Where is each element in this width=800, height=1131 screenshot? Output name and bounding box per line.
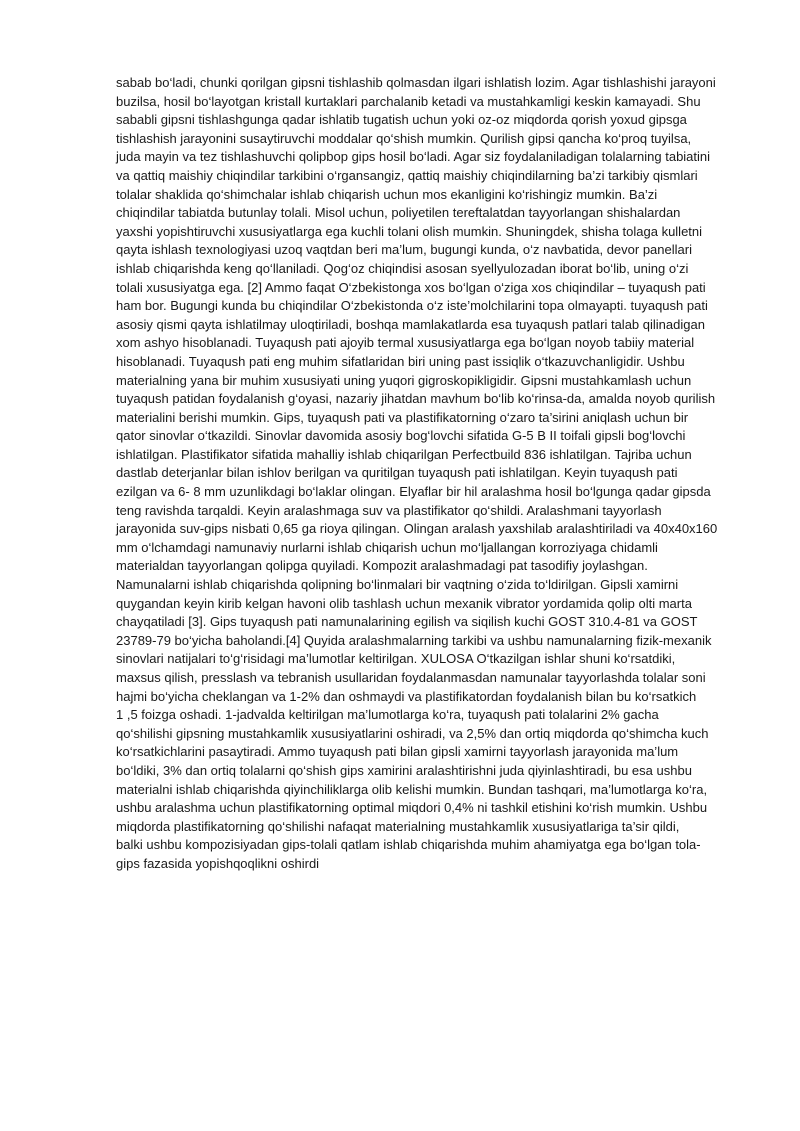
body-paragraph: sabab bo‘ladi, chunki qorilgan gipsni tishlashib qolmasdan ilgari ishlatish lozim. Agar tishlashishi jarayoni buzilsa, hosil bo‘layotgan kristall kurtaklari parchalanib ketadi va mustahkamligi keskin kamayadi. Shu sababli gipsni tishlashgunga qadar ishlatib tugatish uchun yoki oz-oz miqdorda qorish yoxud gipsga tishlashish jarayonini susaytiruvchi moddalar qo‘shish mumkin. Qurilish gipsi qancha ko‘proq tuyilsa, juda mayin va tez tishlashuvchi qolipbop gips hosil bo‘ladi. Agar siz foydalaniladigan tolalarning tabiatini va qattiq maishiy chiqindilar tarkibini o‘rgansangiz, qattiq maishiy chiqindilarning ba’zi tarkibiy qismlari tolalar shaklida qo‘shimchalar ishlab chiqarish uchun mos ekanligini ko‘rishingiz mumkin. Ba’zi chiqindilar tabiatda butunlay tolali. Misol uchun, poliyetilen tereftalatdan tayyorlangan shishalardan yaxshi yopishtiruvchi xususiyatlarga ega kuchli tolani olish mumkin. Shuningdek, shisha tolaga kulletni qayta ishlash texnologiyasi uzoq vaqtdan beri ma’lum, bugungi kunda, o‘z navbatida, devor panellari ishlab chiqarishda keng qo‘llaniladi. Qog‘oz chiqindisi asosan syellyulozadan iborat bo‘lib, uning o‘zi tolali xususiyatga ega. [2] Ammo faqat O‘zbekistonga xos bo‘lgan o‘ziga xos chiqindilar – tuyaqush pati ham bor. Bugungi kunda bu chiqindilar O‘zbekistonda o‘z iste’molchilarini topa olmayapti. tuyaqush pati asosiy qismi qayta ishlatilmay uloqtiriladi, boshqa mamlakatlarda esa tuyaqush patlari talab qilinadigan xom ashyo hisoblanadi. Tuyaqush pati ajoyib termal xususiyatlarga ega bo‘lgan noyob tabiiy material hisoblanadi. Tuyaqush pati eng muhim sifatlaridan biri uning past issiqlik o‘tkazuvchanligidir. Ushbu materialning yana bir muhim xususiyati uning yuqori gigroskopikligidir. Gipsni mustahkamlash uchun tuyaqush patidan foydalanish g‘oyasi, nazariy jihatdan mavhum bo‘lib ko‘rinsa-da, amalda noyob qurilish materialini berishi mumkin. Gips, tuyaqush pati va plastifikatorning o‘zaro ta’sirini aniqlash uchun bir qator sinovlar o‘tkazildi. Sinovlar davomida asosiy bog‘lovchi sifatida G-5 B II toifali gipsli bog‘lovchi ishlatilgan. Plastifikator sifatida mahalliy ishlab chiqarilgan Perfectbuild 836 ishlatilgan. Tajriba uchun dastlab deterjanlar bilan ishlov berilgan va quritilgan tuyaqush pati ishlatilgan. Keyin tuyaqush pati ezilgan va 6- 8 mm uzunlikdagi bo‘laklar olingan. Elyaflar bir hil aralashma hosil bo‘lgunga qadar gipsda teng ravishda tarqaldi. Keyin aralashmaga suv va plastifikator qo‘shildi. Aralashmani tayyorlash jarayonida suv-gips nisbati 0,65 ga rioya qilingan. Olingan aralash yaxshilab aralashtiriladi va 40x40x160 mm o‘lchamdagi namunaviy nurlarni ishlab chiqarish uchun mo‘ljallangan korroziyaga chidamli materialdan tayyorlangan qolipga quyiladi. Kompozit aralashmadagi pat tasodifiy joylashgan. Namunalarni ishlab chiqarishda qolipning bo‘linmalari bir vaqtning o‘zida to‘ldirilgan. Gipsli xamirni quygandan keyin kirib kelgan havoni olib tashlash uchun mexanik vibrator yordamida qolip olti marta chayqatiladi [3]. Gips tuyaqush pati namunalarining egilish va siqilish kuchi GOST 310.4-81 va GOST 23789-79 bo‘yicha baholandi.[4] Quyida aralashmalarning tarkibi va ushbu namunalarning fizik-mexanik sinovlari natijalari to‘g‘risidagi ma’lumotlar keltirilgan. XULOSA O‘tkazilgan ishlar shuni ko‘rsatdiki, maxsus qilish, presslash va tebranish usullaridan foydalanmasdan namunalar tayyorlashda tolalar soni hajmi bo‘yicha cheklangan va 1-2% dan oshmaydi va plastifikatordan foydalanish bilan bu ko‘rsatkich 1 ,5 foizga oshadi. 1-jadvalda keltirilgan ma’lumotlarga ko‘ra, tuyaqush pati tolalarini 2% gacha qo‘shilishi gipsning mustahkamlik xususiyatlarini oshiradi, va 2,5% dan ortiq miqdorda qo‘shimcha kuch ko‘rsatkichlarini pasaytiradi. Ammo tuyaqush pati bilan gipsli xamirni tayyorlash jarayonida ma’lum bo‘ldiki, 3% dan ortiq tolalarni qo‘shish gips xamirini aralashtirishni juda qiyinlashtiradi, bu esa ushbu materialni ishlab chiqarishda qiyinchiliklarga olib kelishi mumkin. Bundan tashqari, ma’lumotlarga ko‘ra, ushbu aralashma uchun plastifikatorning optimal miqdori 0,4% ni tashkil etishini ko‘rish mumkin. Ushbu miqdorda plastifikatorning qo‘shilishi nafaqat materialning mustahkamlik xususiyatlariga ta’sir qildi, balki ushbu kompozisiyadan gips-tolali qatlam ishlab chiqarishda muhim ahamiyatga ega bo‘lgan tola- gips fazasida yopishqoqlikni oshirdi bbox=[116, 75, 718, 871]
document-page bbox=[116, 74, 736, 874]
